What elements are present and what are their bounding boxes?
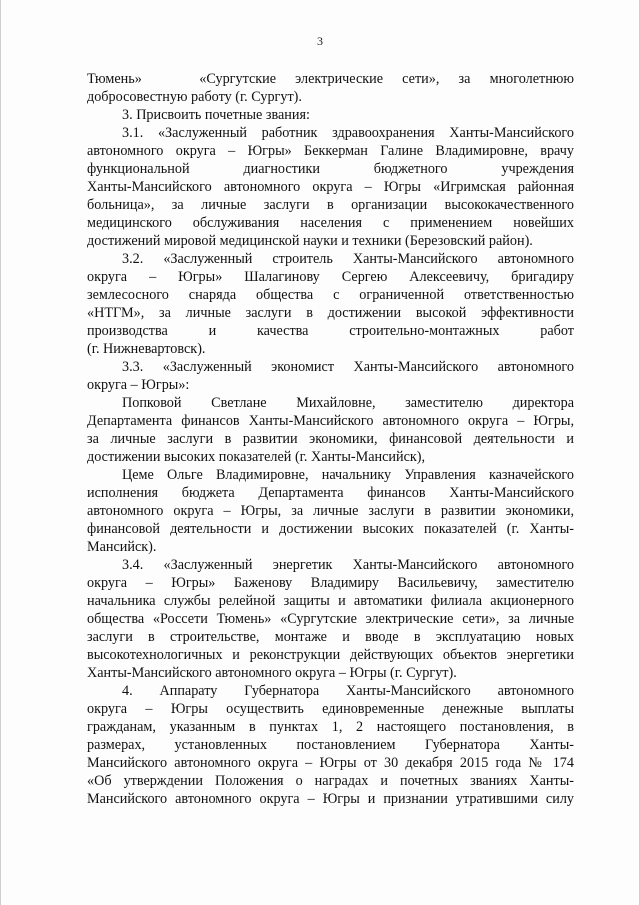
text-line: исполнения бюджета Департамента финансов Ханты-Мансийского bbox=[87, 485, 574, 501]
text-line: 4. Аппарату Губернатора Ханты-Мансийского автономного bbox=[122, 683, 574, 699]
text-line: начальника службы релейной защиты и автоматики филиала акционерного bbox=[87, 593, 574, 609]
text-line: Цеме Ольге Владимировне, начальнику Управления казначейского bbox=[122, 467, 574, 483]
text-line: общества «Россети Тюмень» «Сургутские электрические сети», за личные bbox=[87, 611, 574, 627]
text-line: Тюмень» «Сургутские электрические сети», за многолетнюю bbox=[87, 71, 574, 87]
text-line: гражданам, указанным в пунктах 1, 2 настоящего постановления, в bbox=[87, 719, 574, 735]
text-line: «Об утверждении Положения о наградах и почетных званиях Ханты- bbox=[87, 773, 574, 789]
page-number: 3 bbox=[317, 34, 323, 48]
text-line: достижении высоких показателей (г. Ханты-Мансийск), bbox=[87, 449, 426, 465]
text-line: функциональной диагностики бюджетного учреждения bbox=[87, 161, 574, 177]
text-line: Попковой Светлане Михайловне, заместителю директора bbox=[122, 395, 574, 411]
text-line: 3. Присвоить почетные звания: bbox=[122, 107, 310, 123]
text-line: «НТГМ», за личные заслуги в достижении высокой эффективности bbox=[87, 305, 574, 321]
text-line: добросовестную работу (г. Сургут). bbox=[87, 89, 302, 105]
text-line: заслуги в строительстве, монтаже и вводе в эксплуатацию новых bbox=[87, 629, 574, 645]
text-line: Ханты-Мансийского автономного округа – Югры (г. Сургут). bbox=[87, 665, 457, 681]
text-line: Мансийского автономного округа – Югры от 30 декабря 2015 года № 174 bbox=[87, 755, 574, 771]
text-line: округа – Югры» Баженову Владимиру Васильевичу, заместителю bbox=[87, 575, 574, 591]
body-text bbox=[87, 70, 574, 808]
text-line: размерах, установленных постановлением Губернатора Ханты- bbox=[87, 737, 574, 753]
text-line: 3.3. «Заслуженный экономист Ханты-Мансийского автономного bbox=[122, 359, 574, 375]
text-line: автономного округа – Югры» Беккерман Галине Владимировне, врачу bbox=[87, 143, 574, 159]
text-line: Департамента финансов Ханты-Мансийского автономного округа – Югры, bbox=[87, 413, 574, 429]
text-line: Мансийск). bbox=[87, 539, 157, 555]
text-line: достижений мировой медицинской науки и техники (Березовский район). bbox=[87, 233, 533, 249]
text-line: округа – Югры» Шалагинову Сергею Алексеевичу, бригадиру bbox=[87, 269, 574, 285]
text-line: Мансийского автономного округа – Югры и признании утратившими силу bbox=[87, 791, 574, 807]
text-line: (г. Нижневартовск). bbox=[87, 341, 206, 357]
text-line: 3.1. «Заслуженный работник здравоохранения Ханты-Мансийского bbox=[122, 125, 574, 141]
text-line: больница», за личные заслуги в организации высококачественного bbox=[87, 197, 574, 213]
text-line: финансовой деятельности и достижении высоких показателей (г. Ханты- bbox=[87, 521, 574, 537]
text-line: 3.4. «Заслуженный энергетик Ханты-Мансийского автономного bbox=[122, 557, 574, 573]
text-line: автономного округа – Югры, за личные заслуги в развитии экономики, bbox=[87, 503, 574, 519]
text-line: округа – Югры»: bbox=[87, 377, 190, 393]
text-line: землесосного снаряда общества с ограниченной ответственностью bbox=[87, 287, 574, 303]
text-line: медицинского обслуживания населения с применением новейших bbox=[87, 215, 574, 231]
text-line: Ханты-Мансийского автономного округа – Югры «Игримская районная bbox=[87, 179, 574, 195]
text-line: округа – Югры осуществить единовременные денежные выплаты bbox=[87, 701, 574, 717]
text-line: высокотехнологичных и реконструкции действующих объектов энергетики bbox=[87, 647, 574, 663]
text-line: 3.2. «Заслуженный строитель Ханты-Мансийского автономного bbox=[122, 251, 574, 267]
text-line: за личные заслуги в развитии экономики, финансовой деятельности и bbox=[87, 431, 574, 447]
text-line: производства и качества строительно-монтажных работ bbox=[87, 323, 574, 339]
